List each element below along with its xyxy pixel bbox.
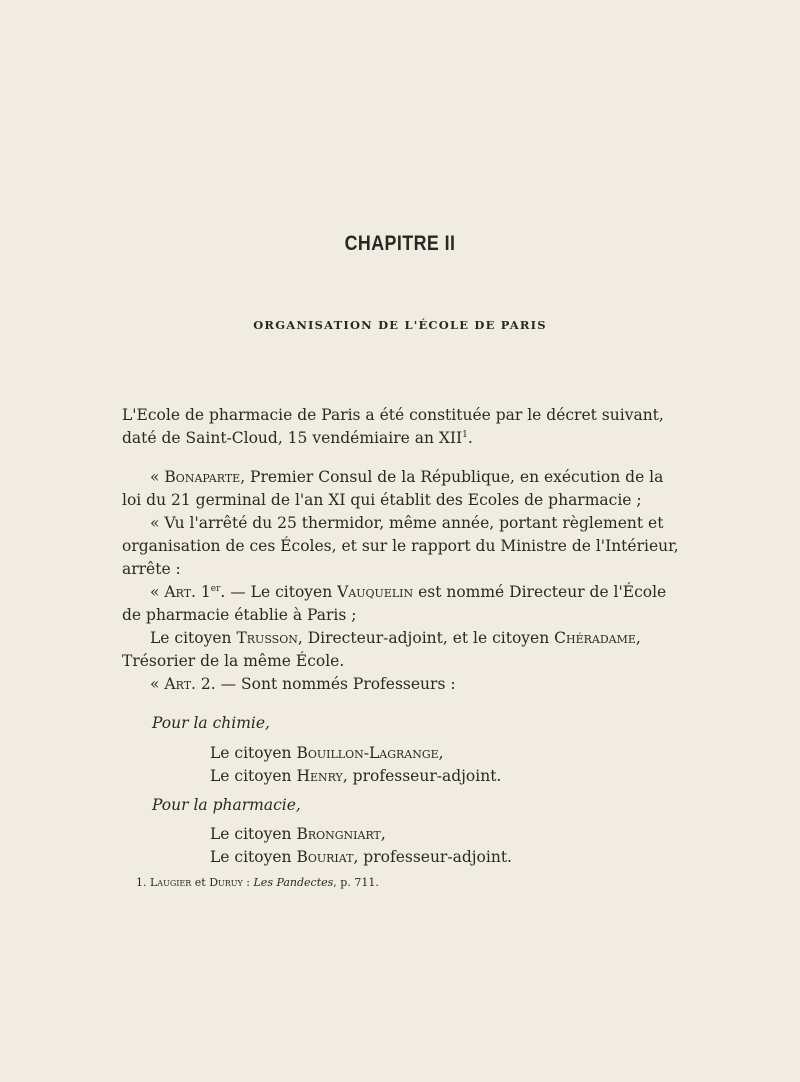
text: , professeur-adjoint. (342, 767, 502, 785)
name: Chéradame (554, 629, 636, 647)
text: Le citoyen (210, 825, 297, 843)
paragraph-1-line-2 (122, 429, 590, 447)
name: Brongniart (296, 825, 381, 843)
chimie-row-2 (210, 767, 678, 785)
paragraph-3-line-1: « Vu l'arrêté du 25 thermidor, même année, portant règlement et (150, 514, 664, 532)
text: 2. — Sont nommés Professeurs : (195, 675, 456, 693)
name: Duruy (209, 876, 243, 889)
name: Henry (296, 767, 343, 785)
footnote (136, 876, 379, 889)
text: , professeur-adjoint. (353, 848, 512, 866)
text: est nommé Directeur de l'École (413, 583, 667, 601)
footnote-ref: 1 (462, 429, 468, 440)
chimie-row-1 (210, 744, 678, 762)
paragraph-3-line-2: organisation de ces Écoles, et sur le rapport du Ministre de l'Intérieur, (122, 537, 679, 555)
text: Le citoyen (210, 767, 297, 785)
text: 1 (195, 583, 211, 601)
name: Vauquelin (337, 583, 414, 601)
text: « (150, 468, 165, 486)
paragraph-2-line-1 (122, 468, 664, 486)
text: , (380, 825, 386, 843)
text: , Premier Consul de la République, en exécution de la (240, 468, 664, 486)
text: et (191, 876, 210, 889)
pharmacie-row-2 (210, 848, 678, 866)
text: 1. (136, 876, 150, 889)
name: Bouriat (296, 848, 354, 866)
paragraph-2-line-2: loi du 21 germinal de l'an XI qui établit des Ecoles de pharmacie ; (122, 491, 642, 509)
text: « (150, 583, 165, 601)
text: Le citoyen (210, 848, 297, 866)
text: Art. (164, 675, 196, 693)
text: Art. (164, 583, 196, 601)
paragraph-4-line-2: de pharmacie établie à Paris ; (122, 606, 357, 624)
text: er (210, 583, 221, 594)
chimie-heading: Pour la chimie, (152, 714, 270, 732)
text: . (467, 429, 473, 447)
paragraph-4-line-1 (122, 583, 667, 601)
name: Bonaparte (164, 468, 241, 486)
paragraph-6-line-1 (122, 675, 618, 693)
text: . — Le citoyen (220, 583, 338, 601)
paragraph-5-line-1 (122, 629, 641, 647)
pharmacie-heading: Pour la pharmacie, (152, 796, 301, 814)
title: Les Pandectes (253, 876, 334, 889)
text: , Directeur-adjoint, et le citoyen (297, 629, 555, 647)
paragraph-5-line-2: Trésorier de la même École. (122, 652, 345, 670)
text: , (635, 629, 641, 647)
paragraph-1-line-1: L'Ecole de pharmacie de Paris a été constituée par le décret suivant, (122, 406, 664, 424)
text: : (242, 876, 254, 889)
text: Le citoyen (150, 629, 237, 647)
name: Laugier (150, 876, 192, 889)
text: , (438, 744, 444, 762)
paragraph-3-line-3: arrête : (122, 560, 181, 578)
name: Bouillon-Lagrange (296, 744, 439, 762)
section-title: ORGANISATION DE L'ÉCOLE DE PARIS (253, 318, 547, 332)
text: , p. 711. (333, 876, 379, 889)
chapter-title: CHAPITRE II (344, 232, 456, 255)
pharmacie-row-1 (210, 825, 678, 843)
text: Le citoyen (210, 744, 297, 762)
name: Trusson (236, 629, 298, 647)
text: « (150, 675, 165, 693)
text: daté de Saint-Cloud, 15 vendémiaire an XII (122, 429, 463, 447)
